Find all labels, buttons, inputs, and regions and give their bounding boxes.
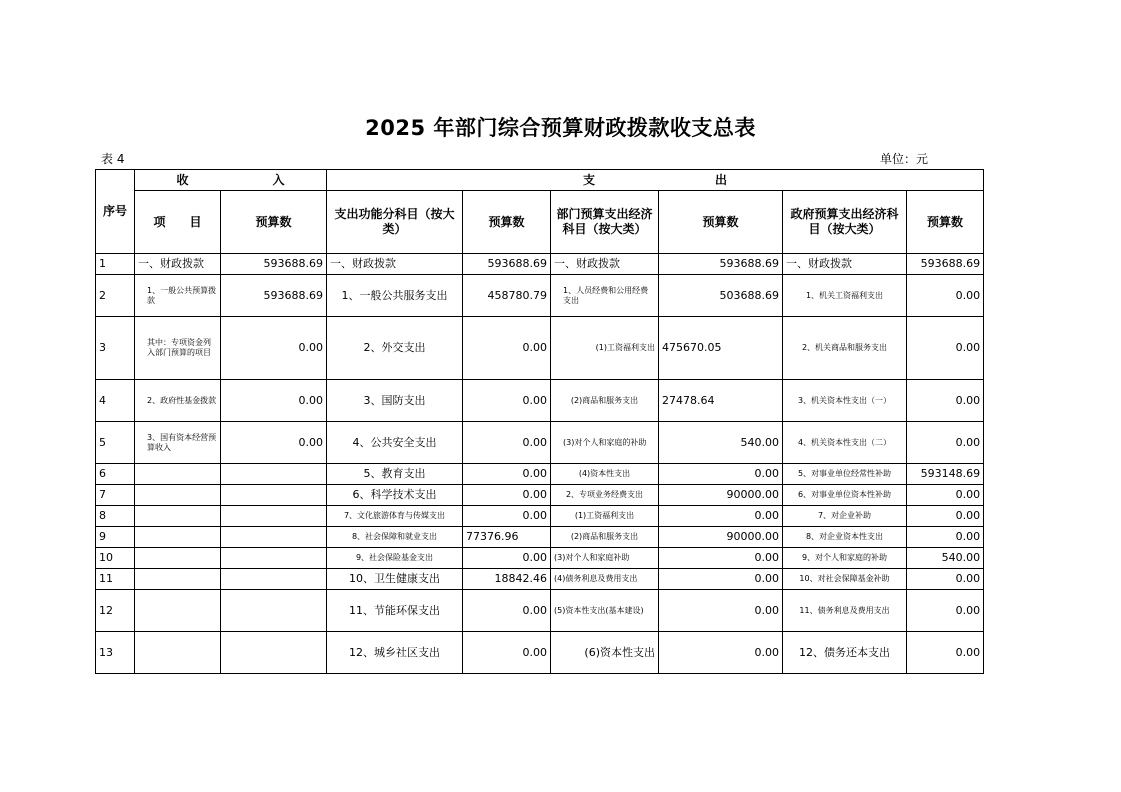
cell-func: 一、财政拨款 <box>327 254 463 275</box>
cell-gov: 6、对事业单位资本性补助 <box>783 485 907 506</box>
table-row <box>96 548 984 569</box>
cell-dept: (6)资本性支出 <box>551 632 659 674</box>
cell-item: 一、财政拨款 <box>135 254 221 275</box>
cell-seq: 4 <box>96 380 135 422</box>
cell-amount-income: 593688.69 <box>221 275 327 317</box>
cell-dept: (3)对个人和家庭补助 <box>551 548 659 569</box>
cell-dept: (3)对个人和家庭的补助 <box>551 422 659 464</box>
cell-item: 3、国有资本经营预算收入 <box>135 422 221 464</box>
table-row <box>96 464 984 485</box>
cell-func: 10、卫生健康支出 <box>327 569 463 590</box>
cell-seq: 13 <box>96 632 135 674</box>
cell-item <box>135 590 221 632</box>
cell-amount-gov: 0.00 <box>907 506 984 527</box>
cell-dept: (4)资本性支出 <box>551 464 659 485</box>
cell-func: 2、外交支出 <box>327 317 463 380</box>
cell-dept: (1)工资福利支出 <box>551 317 659 380</box>
cell-item: 1、一般公共预算拨款 <box>135 275 221 317</box>
cell-amount-gov: 0.00 <box>907 590 984 632</box>
cell-amount-gov: 593688.69 <box>907 254 984 275</box>
cell-gov: 10、对社会保障基金补助 <box>783 569 907 590</box>
cell-dept: 1、人员经费和公用经费支出 <box>551 275 659 317</box>
cell-func: 6、科学技术支出 <box>327 485 463 506</box>
cell-amount-gov: 0.00 <box>907 485 984 506</box>
cell-amount-dept: 503688.69 <box>659 275 783 317</box>
cell-func: 5、教育支出 <box>327 464 463 485</box>
cell-gov: 4、机关资本性支出（二） <box>783 422 907 464</box>
cell-amount-dept: 475670.05 <box>659 317 783 380</box>
cell-amount-dept: 0.00 <box>659 632 783 674</box>
cell-seq: 9 <box>96 527 135 548</box>
cell-func: 7、文化旅游体育与传媒支出 <box>327 506 463 527</box>
cell-seq: 1 <box>96 254 135 275</box>
cell-amount-income: 0.00 <box>221 317 327 380</box>
cell-seq: 7 <box>96 485 135 506</box>
cell-amount-gov: 0.00 <box>907 569 984 590</box>
cell-amount-func: 0.00 <box>463 485 551 506</box>
cell-amount-income <box>221 548 327 569</box>
header-expense: 支 出 <box>327 170 984 191</box>
cell-gov: 9、对个人和家庭的补助 <box>783 548 907 569</box>
cell-dept: 2、专项业务经费支出 <box>551 485 659 506</box>
cell-amount-gov: 0.00 <box>907 632 984 674</box>
cell-seq: 6 <box>96 464 135 485</box>
cell-item <box>135 548 221 569</box>
cell-seq: 3 <box>96 317 135 380</box>
header-row-1 <box>96 170 984 191</box>
cell-gov: 7、对企业补助 <box>783 506 907 527</box>
cell-amount-gov: 0.00 <box>907 275 984 317</box>
cell-amount-income <box>221 464 327 485</box>
table-row <box>96 590 984 632</box>
cell-amount-income <box>221 569 327 590</box>
table-row <box>96 506 984 527</box>
header-seq: 序号 <box>96 170 135 254</box>
cell-item <box>135 464 221 485</box>
cell-func: 12、城乡社区支出 <box>327 632 463 674</box>
cell-dept: (1)工资福利支出 <box>551 506 659 527</box>
cell-amount-dept: 0.00 <box>659 464 783 485</box>
cell-item <box>135 569 221 590</box>
cell-func: 3、国防支出 <box>327 380 463 422</box>
cell-gov: 8、对企业资本性支出 <box>783 527 907 548</box>
cell-item <box>135 632 221 674</box>
cell-item: 2、政府性基金拨款 <box>135 380 221 422</box>
cell-func: 9、社会保险基金支出 <box>327 548 463 569</box>
cell-gov: 一、财政拨款 <box>783 254 907 275</box>
cell-dept: (2)商品和服务支出 <box>551 380 659 422</box>
cell-amount-gov: 540.00 <box>907 548 984 569</box>
cell-amount-dept: 0.00 <box>659 506 783 527</box>
table-row <box>96 485 984 506</box>
cell-gov: 11、债务利息及费用支出 <box>783 590 907 632</box>
cell-amount-func: 0.00 <box>463 506 551 527</box>
cell-func: 1、一般公共服务支出 <box>327 275 463 317</box>
cell-amount-dept: 0.00 <box>659 548 783 569</box>
header-budget-1: 预算数 <box>221 191 327 254</box>
cell-amount-dept: 0.00 <box>659 569 783 590</box>
cell-gov: 12、债务还本支出 <box>783 632 907 674</box>
document-title: 2025 年部门综合预算财政拨款收支总表 <box>365 116 756 140</box>
cell-amount-income: 0.00 <box>221 422 327 464</box>
header-gov-econ: 政府预算支出经济科目（按大类） <box>783 191 907 254</box>
cell-amount-func: 458780.79 <box>463 275 551 317</box>
cell-amount-func: 0.00 <box>463 590 551 632</box>
cell-gov: 2、机关商品和服务支出 <box>783 317 907 380</box>
cell-amount-gov: 0.00 <box>907 317 984 380</box>
header-dept-econ: 部门预算支出经济科目（按大类） <box>551 191 659 254</box>
cell-amount-dept: 27478.64 <box>659 380 783 422</box>
cell-gov: 5、对事业单位经常性补助 <box>783 464 907 485</box>
cell-seq: 8 <box>96 506 135 527</box>
cell-amount-income <box>221 485 327 506</box>
table-row <box>96 380 984 422</box>
cell-amount-gov: 0.00 <box>907 380 984 422</box>
cell-amount-func: 77376.96 <box>463 527 551 548</box>
cell-amount-func: 0.00 <box>463 380 551 422</box>
cell-amount-func: 0.00 <box>463 464 551 485</box>
table-row <box>96 632 984 674</box>
cell-amount-dept: 90000.00 <box>659 485 783 506</box>
cell-amount-func: 0.00 <box>463 548 551 569</box>
cell-dept: (5)资本性支出(基本建设) <box>551 590 659 632</box>
budget-table <box>95 169 984 674</box>
cell-amount-func: 18842.46 <box>463 569 551 590</box>
cell-dept: (4)债务利息及费用支出 <box>551 569 659 590</box>
cell-gov: 3、机关资本性支出（一） <box>783 380 907 422</box>
cell-amount-dept: 0.00 <box>659 590 783 632</box>
cell-amount-dept: 90000.00 <box>659 527 783 548</box>
cell-amount-income <box>221 527 327 548</box>
cell-amount-dept: 540.00 <box>659 422 783 464</box>
header-budget-2: 预算数 <box>463 191 551 254</box>
cell-seq: 5 <box>96 422 135 464</box>
header-income: 收 入 <box>135 170 327 191</box>
table-number: 表 4 <box>101 152 125 166</box>
cell-seq: 10 <box>96 548 135 569</box>
cell-amount-income: 593688.69 <box>221 254 327 275</box>
cell-amount-gov: 593148.69 <box>907 464 984 485</box>
table-body <box>96 170 984 674</box>
cell-amount-income: 0.00 <box>221 380 327 422</box>
cell-item <box>135 485 221 506</box>
header-func-class: 支出功能分科目（按大类） <box>327 191 463 254</box>
cell-amount-func: 0.00 <box>463 632 551 674</box>
cell-seq: 11 <box>96 569 135 590</box>
header-row-2 <box>96 191 984 254</box>
unit-label: 单位：元 <box>880 152 929 166</box>
cell-item <box>135 527 221 548</box>
cell-amount-income <box>221 506 327 527</box>
cell-dept: (2)商品和服务支出 <box>551 527 659 548</box>
table-row <box>96 317 984 380</box>
cell-item: 其中：专项资金列入部门预算的项目 <box>135 317 221 380</box>
cell-amount-income <box>221 590 327 632</box>
header-budget-4: 预算数 <box>907 191 984 254</box>
cell-gov: 1、机关工资福利支出 <box>783 275 907 317</box>
cell-amount-dept: 593688.69 <box>659 254 783 275</box>
cell-func: 8、社会保障和就业支出 <box>327 527 463 548</box>
cell-seq: 2 <box>96 275 135 317</box>
header-item: 项 目 <box>135 191 221 254</box>
cell-amount-gov: 0.00 <box>907 527 984 548</box>
cell-item <box>135 506 221 527</box>
cell-amount-func: 0.00 <box>463 317 551 380</box>
cell-seq: 12 <box>96 590 135 632</box>
table-row <box>96 275 984 317</box>
cell-amount-income <box>221 632 327 674</box>
cell-amount-gov: 0.00 <box>907 422 984 464</box>
cell-func: 4、公共安全支出 <box>327 422 463 464</box>
header-budget-3: 预算数 <box>659 191 783 254</box>
cell-func: 11、节能环保支出 <box>327 590 463 632</box>
cell-amount-func: 0.00 <box>463 422 551 464</box>
cell-dept: 一、财政拨款 <box>551 254 659 275</box>
cell-amount-func: 593688.69 <box>463 254 551 275</box>
table-row <box>96 422 984 464</box>
table-row <box>96 569 984 590</box>
table-row <box>96 254 984 275</box>
table-row <box>96 527 984 548</box>
